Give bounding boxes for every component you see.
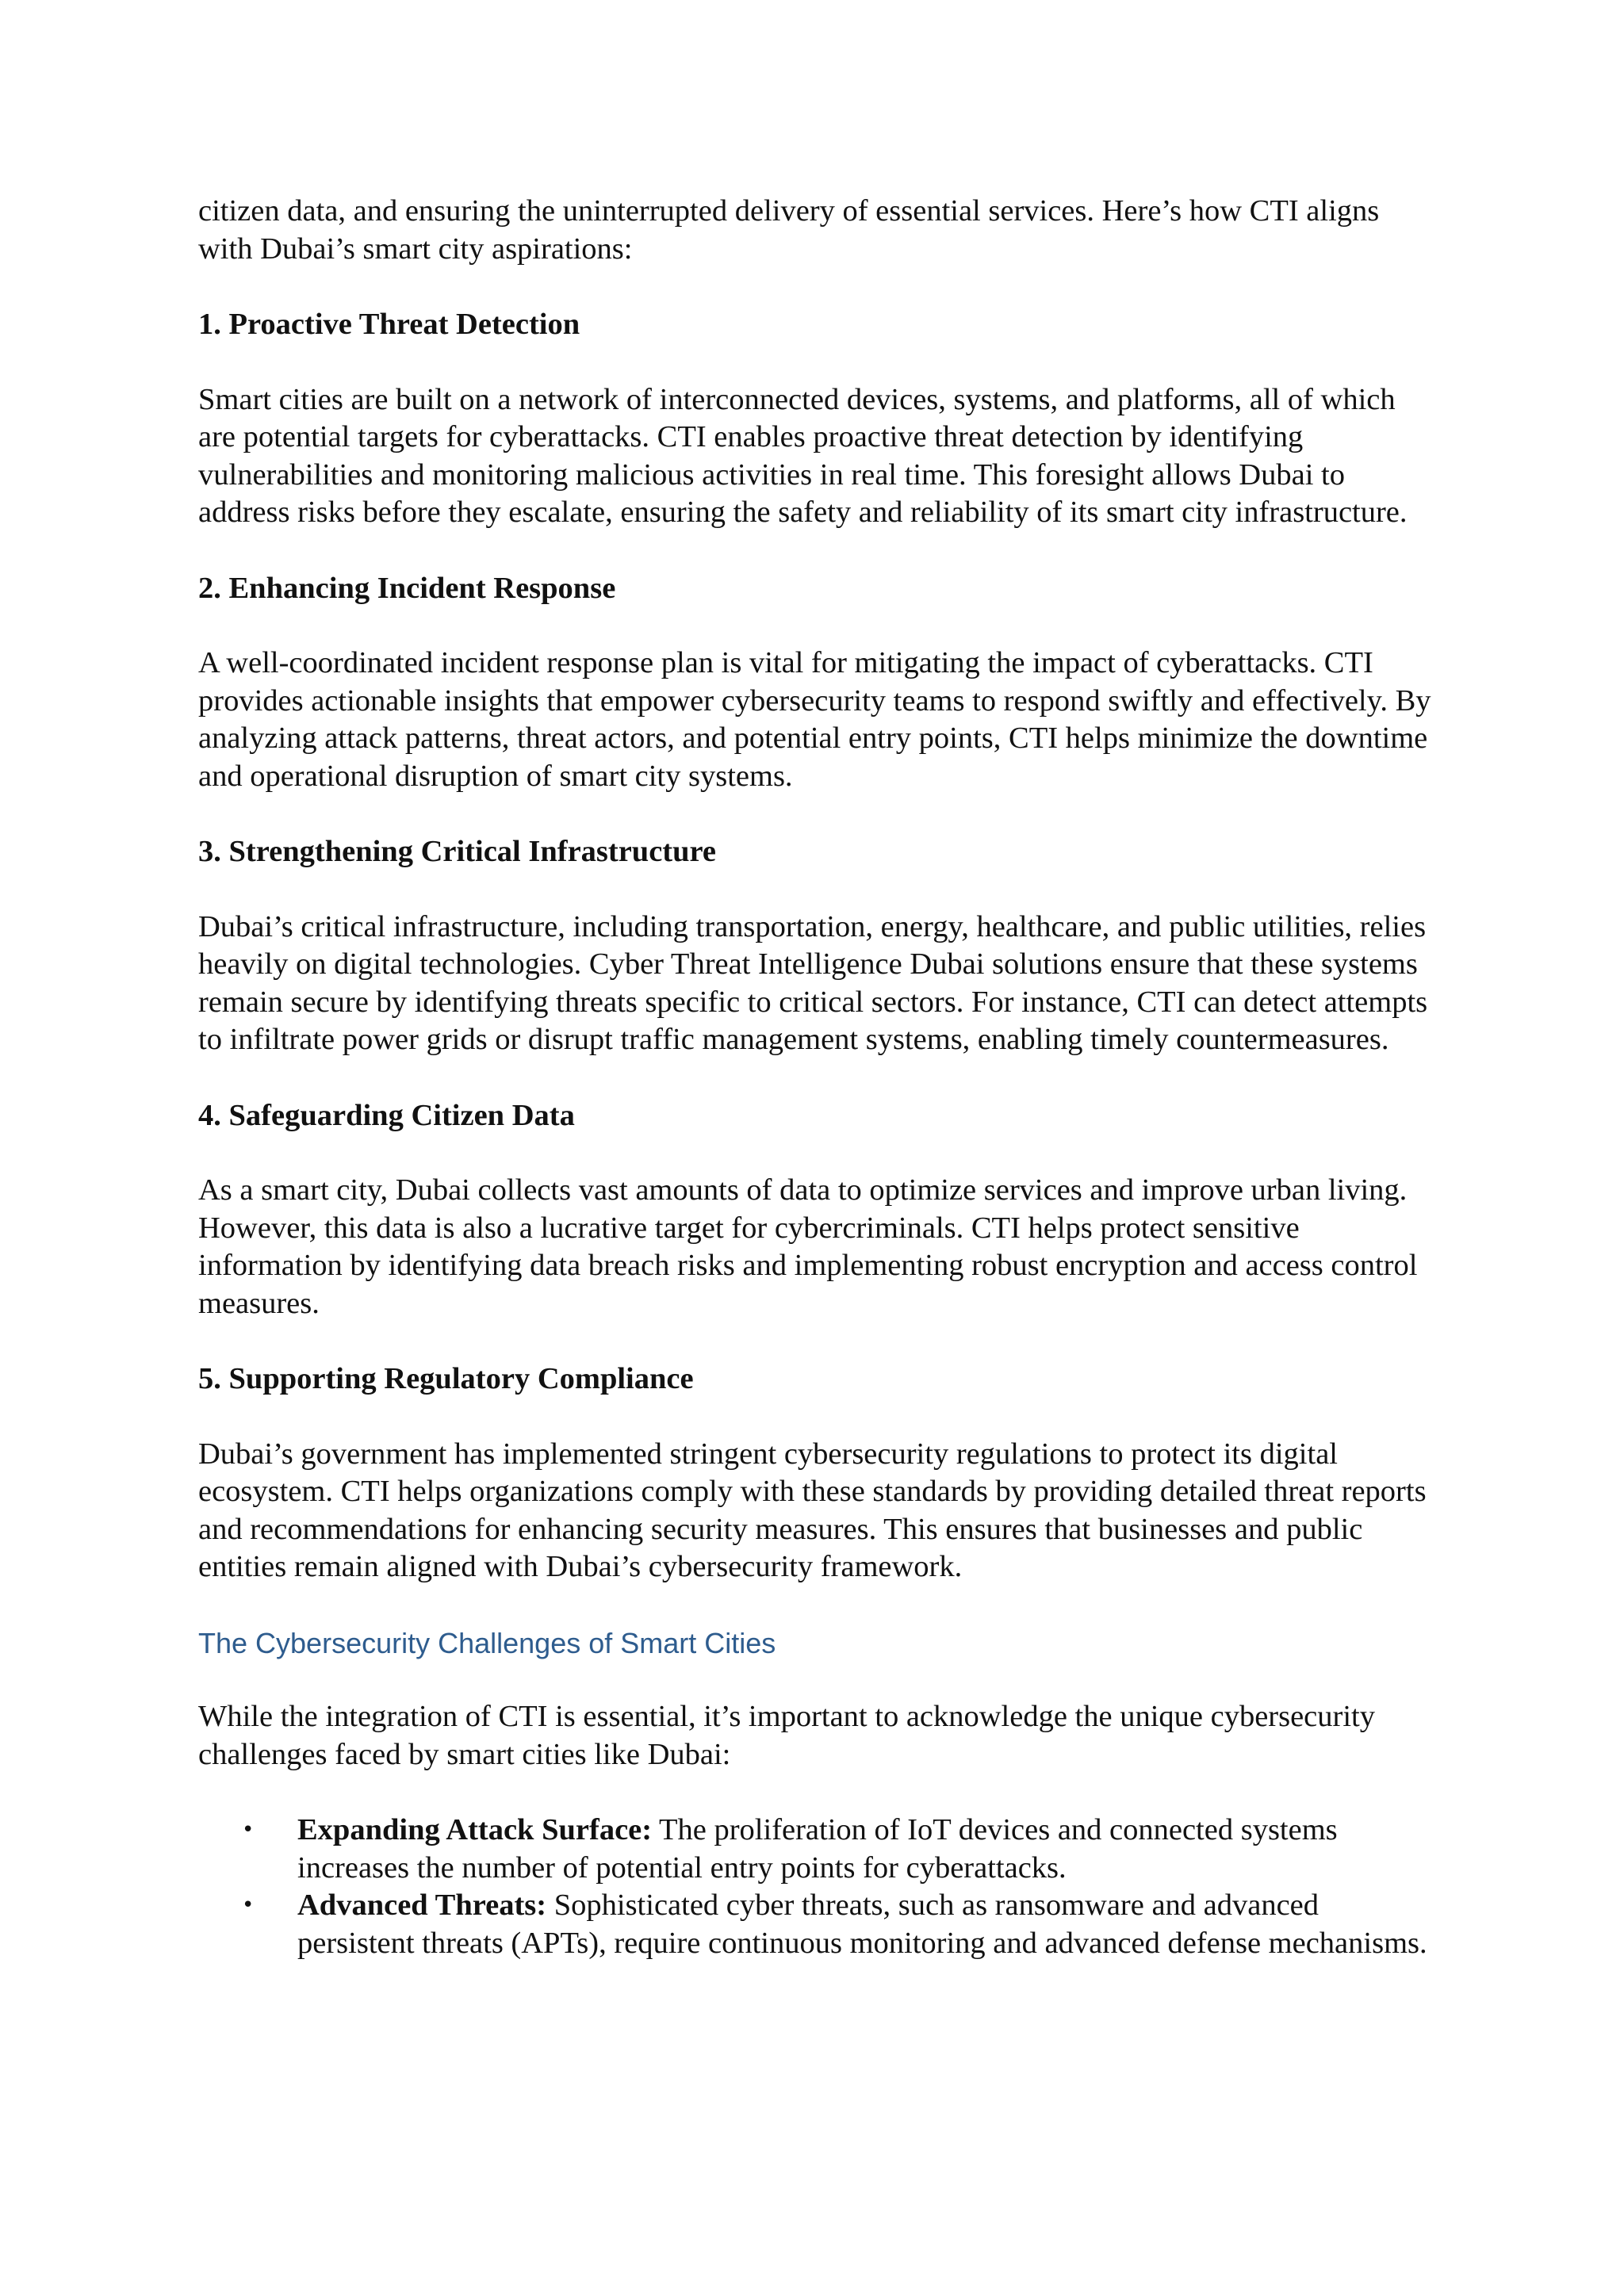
- list-item: [198, 1887, 1435, 1962]
- challenges-bullet-list: [198, 1812, 1435, 1962]
- challenges-heading: The Cybersecurity Challenges of Smart Cities: [198, 1626, 776, 1659]
- bullet-text: Sophisticated cyber threats, such as ransomware and advanced persistent threats (APTs), require continuous monitoring and advanced defense mechanisms.: [297, 1888, 1427, 1960]
- bullet-term: Expanding Attack Surface:: [297, 1813, 653, 1846]
- list-item: [198, 1812, 1435, 1887]
- section-safeguarding-citizen-data: [198, 1097, 1435, 1323]
- section-heading: 2. Enhancing Incident Response: [198, 571, 616, 605]
- section-heading: 3. Strengthening Critical Infrastructure: [198, 835, 717, 868]
- document-page: [198, 193, 1435, 1962]
- section-paragraph: Dubai’s critical infrastructure, including transportation, energy, healthcare, and public utilities, relies heavily on digital technologies. Cyber Threat Intelligence Dubai solutions ensure that these systems remain secure by identifying threats specific to critical sectors. For instance, CTI can detect attempts to infiltrate power grids or disrupt traffic management systems, enabling timely countermeasures.: [198, 909, 1428, 1056]
- bullet-icon: •: [242, 1893, 255, 1917]
- challenges-section: [198, 1624, 1435, 1963]
- section-enhancing-incident-response: [198, 570, 1435, 796]
- section-heading: 5. Supporting Regulatory Compliance: [198, 1362, 694, 1395]
- section-heading: 4. Safeguarding Citizen Data: [198, 1098, 575, 1132]
- bullet-icon: •: [242, 1818, 255, 1842]
- section-paragraph: A well-coordinated incident response plan is vital for mitigating the impact of cyberattacks. CTI provides actionable insights that empower cybersecurity teams to respond swiftly and effectively. By analyzing attack patterns, threat actors, and potential entry points, CTI helps minimize the downtime and operational disruption of smart city systems.: [198, 646, 1431, 793]
- section-paragraph: Dubai’s government has implemented stringent cybersecurity regulations to protect its digital ecosystem. CTI helps organizations comply with these standards by providing detailed threat reports and recommendations for enhancing security measures. This ensures that businesses and public entities remain aligned with Dubai’s cybersecurity framework.: [198, 1437, 1427, 1583]
- section-heading: 1. Proactive Threat Detection: [198, 308, 580, 341]
- bullet-text: The proliferation of IoT devices and connected systems increases the number of potential entry points for cyberattacks.: [297, 1813, 1338, 1885]
- section-strengthening-critical-infrastructure: [198, 833, 1435, 1059]
- intro-paragraph: citizen data, and ensuring the uninterrupted delivery of essential services. Here’s how CTI aligns with Dubai’s smart city aspirations:: [198, 194, 1380, 266]
- section-supporting-regulatory-compliance: [198, 1360, 1435, 1586]
- section-paragraph: Smart cities are built on a network of interconnected devices, systems, and platforms, all of which are potential targets for cyberattacks. CTI enables proactive threat detection by identifying vulnerabilities and monitoring malicious activities in real time. This foresight allows Dubai to address risks before they escalate, ensuring the safety and reliability of its smart city infrastructure.: [198, 382, 1408, 529]
- section-proactive-threat-detection: [198, 306, 1435, 532]
- bullet-term: Advanced Threats:: [297, 1888, 547, 1922]
- section-paragraph: As a smart city, Dubai collects vast amounts of data to optimize services and improve urban living. However, this data is also a lucrative target for cybercriminals. CTI helps protect sensitive information by identifying data breach risks and implementing robust encryption and access control measures.: [198, 1173, 1418, 1320]
- challenges-intro-paragraph: While the integration of CTI is essential, it’s important to acknowledge the unique cybersecurity challenges faced by smart cities like Dubai:: [198, 1700, 1375, 1771]
